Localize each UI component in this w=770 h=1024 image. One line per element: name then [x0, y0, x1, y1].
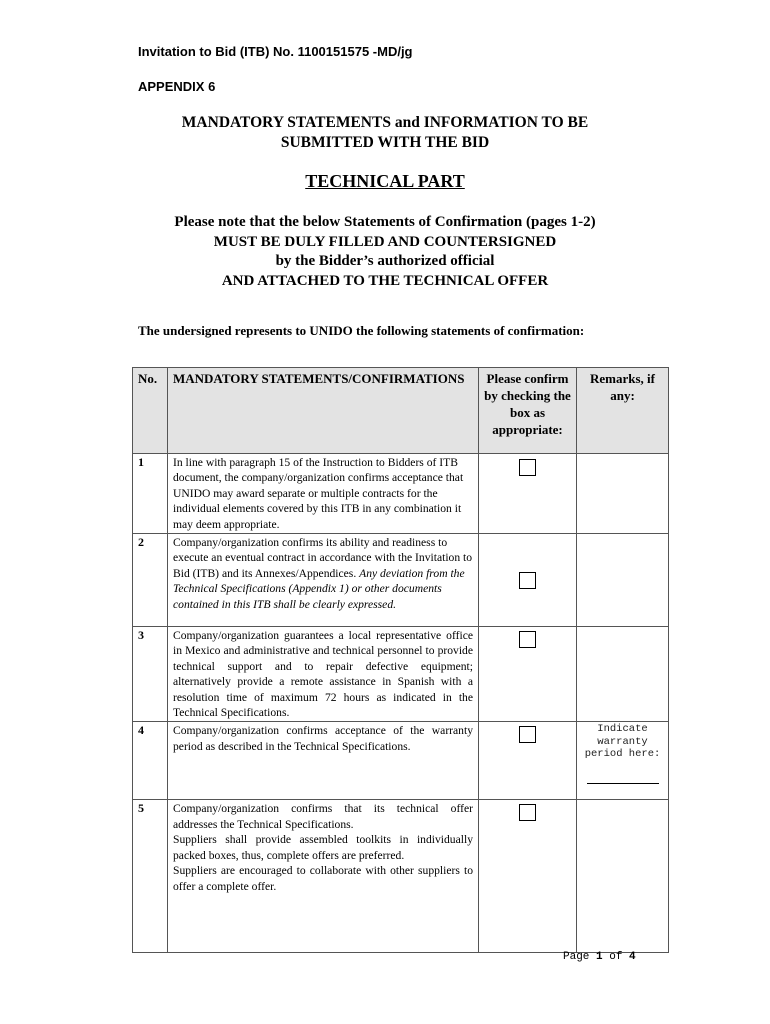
document-title [0, 113, 770, 153]
row-number: 4 [133, 722, 168, 800]
table-row [133, 534, 669, 627]
intro-statement: The undersigned represents to UNIDO the following statements of confirmation: [138, 323, 585, 338]
statement-text [168, 534, 479, 627]
statement-text-2: Suppliers shall provide assembled toolkits in individually packed boxes, thus, complete offers are preferred. [173, 833, 473, 862]
itb-number: Invitation to Bid (ITB) No. 1100151575 -MD/jg [138, 44, 413, 59]
statement-text: Company/organization confirms acceptance of the warranty period as described in the Technical Specifications. [168, 722, 479, 800]
confirm-checkbox[interactable] [519, 459, 536, 476]
confirmation-table [132, 367, 669, 953]
statement-text-italic: Any deviation from the Technical Specifications (Appendix 1) or other documents contained in this ITB shall be clearly expressed. [173, 566, 465, 611]
header-confirm: Please confirm by checking the box as appropriate: [479, 368, 577, 454]
table-header-row [133, 368, 669, 454]
note-line-2: MUST BE DULY FILLED AND COUNTERSIGNED [213, 233, 557, 250]
note-line-3: by the Bidder’s authorized official [275, 253, 495, 269]
note-line-4: AND ATTACHED TO THE TECHNICAL OFFER [221, 272, 549, 289]
page-label: Page [563, 951, 590, 963]
confirm-cell [479, 627, 577, 722]
statement-text [168, 800, 479, 953]
statement-text-main: Company/organization confirms its ability and readiness to execute an eventual contract in accordance with the Invitation to Bid (ITB) and its Annexes/Appendices. [173, 536, 473, 580]
table-row [133, 627, 669, 722]
header-remarks: Remarks, if any: [577, 368, 669, 454]
confirm-cell [479, 454, 577, 534]
confirm-checkbox[interactable] [519, 804, 536, 821]
statement-text: In line with paragraph 15 of the Instruction to Bidders of ITB document, the company/organization confirms acceptance that UNIDO may award separate or multiple contracts for the individual elements covered by this ITB in any combination it may deem appropriate. [168, 454, 479, 534]
confirm-checkbox[interactable] [519, 572, 536, 589]
remarks-cell[interactable] [577, 534, 669, 627]
of-label: of [609, 951, 623, 963]
header-no: No. [133, 368, 168, 454]
appendix-label: APPENDIX 6 [138, 79, 216, 94]
page-footer [563, 951, 636, 963]
title-line-1: MANDATORY STATEMENTS and INFORMATION TO BE [181, 114, 589, 131]
remarks-cell[interactable] [577, 627, 669, 722]
table-row [133, 722, 669, 800]
remarks-cell[interactable] [577, 454, 669, 534]
note-line-1: Please note that the below Statements of Confirmation (pages 1-2) [174, 214, 596, 230]
confirm-checkbox[interactable] [519, 726, 536, 743]
title-line-2: SUBMITTED WITH THE BID [280, 134, 490, 151]
warranty-input-line[interactable] [587, 783, 659, 784]
remarks-cell[interactable] [577, 800, 669, 953]
row-number: 2 [133, 534, 168, 627]
page-total: 4 [629, 951, 636, 963]
confirm-cell [479, 722, 577, 800]
confirm-checkbox[interactable] [519, 631, 536, 648]
instruction-note [0, 213, 770, 291]
statement-text-1: Company/organization confirms that its technical offer addresses the Technical Specifications. [173, 802, 473, 831]
row-number: 1 [133, 454, 168, 534]
row-number: 3 [133, 627, 168, 722]
confirm-cell [479, 800, 577, 953]
technical-part-heading: TECHNICAL PART [305, 171, 465, 191]
table-row [133, 454, 669, 534]
warranty-hint: Indicate warranty period here: [584, 723, 661, 761]
table-row [133, 800, 669, 953]
remarks-cell[interactable] [577, 722, 669, 800]
page-number: 1 [596, 951, 603, 963]
statement-text: Company/organization guarantees a local representative office in Mexico and administrative and technical personnel to provide technical support and to repair defective equipment; alternatively provide a remote assistance in Spanish with a resolution time of maximum 72 hours as indicated in the Technical Specifications. [168, 627, 479, 722]
confirm-cell [479, 534, 577, 627]
header-statements: MANDATORY STATEMENTS/CONFIRMATIONS [168, 368, 479, 454]
statement-text-3: Suppliers are encouraged to collaborate with other suppliers to offer a complete offer. [173, 864, 473, 893]
row-number: 5 [133, 800, 168, 953]
